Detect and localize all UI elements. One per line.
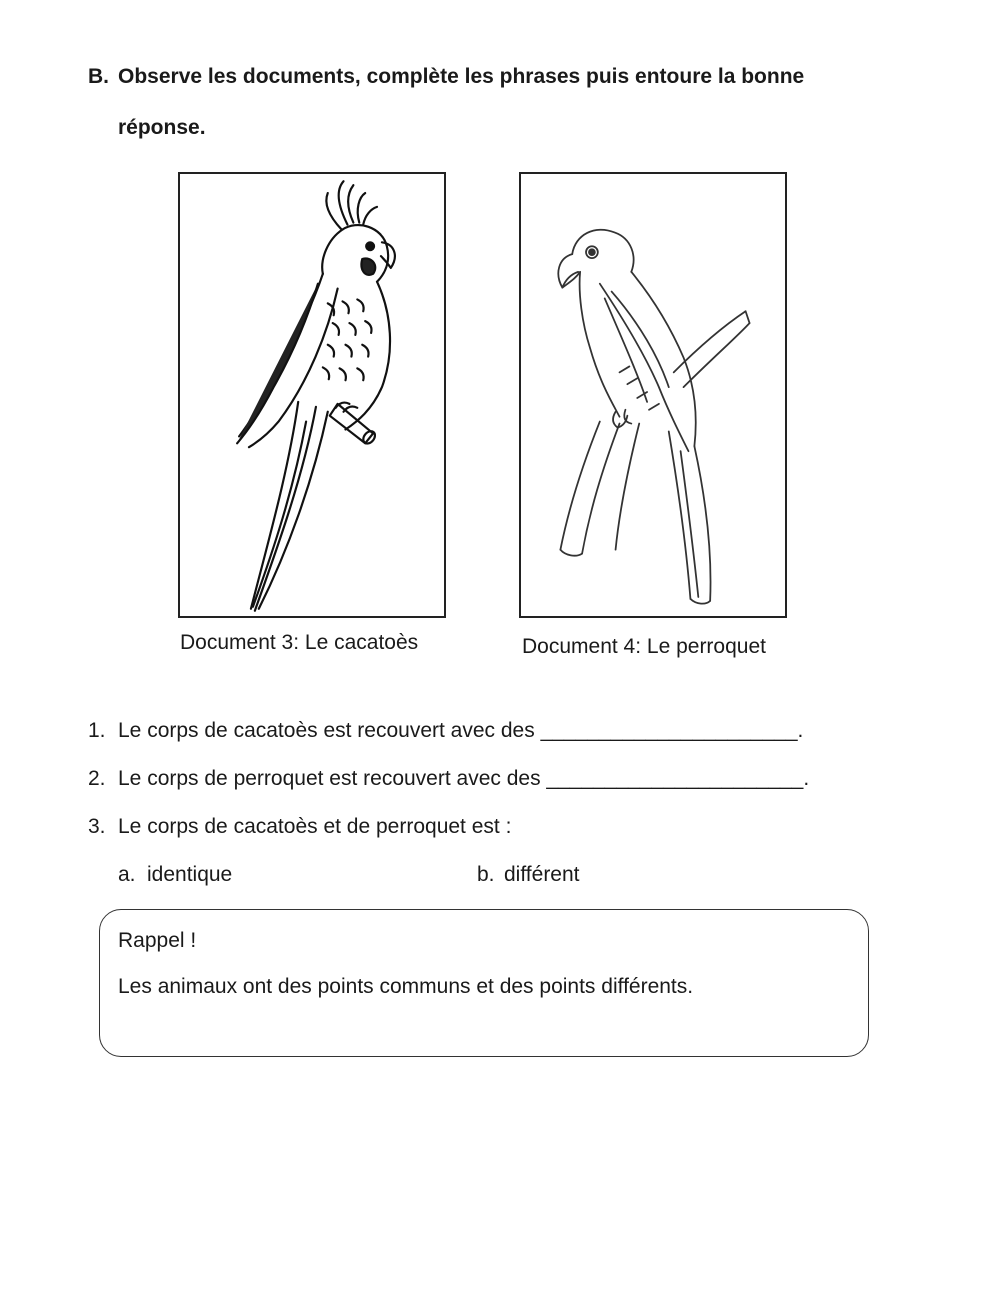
question-3-number: 3. — [88, 815, 106, 838]
instruction-line-1: Observe les documents, complète les phrases puis entoure la bonne — [118, 65, 805, 88]
document-4-caption: Document 4: Le perroquet — [522, 635, 766, 658]
cockatoo-drawing-icon — [180, 174, 444, 616]
reminder-box — [99, 909, 869, 1057]
choice-a-letter: a. — [118, 863, 136, 886]
question-2-text: Le corps de perroquet est recouvert avec des ______________________. — [118, 767, 810, 790]
instruction-line-2: réponse. — [118, 116, 206, 139]
reminder-title: Rappel ! — [118, 929, 197, 952]
parrot-drawing-icon — [521, 174, 785, 616]
section-letter: B. — [88, 65, 109, 88]
document-3-caption: Document 3: Le cacatoès — [180, 631, 419, 654]
question-2-number: 2. — [88, 767, 106, 790]
question-1-number: 1. — [88, 719, 106, 742]
choice-b-letter: b. — [477, 863, 495, 886]
question-3-text: Le corps de cacatoès et de perroquet est : — [118, 815, 512, 838]
document-3-frame — [178, 172, 446, 618]
choice-b-text[interactable]: différent — [504, 863, 580, 886]
reminder-text: Les animaux ont des points communs et des points différents. — [118, 975, 694, 998]
document-4-frame — [519, 172, 787, 618]
choice-a-text[interactable]: identique — [147, 863, 233, 886]
question-1-text: Le corps de cacatoès est recouvert avec des ______________________. — [118, 719, 804, 742]
